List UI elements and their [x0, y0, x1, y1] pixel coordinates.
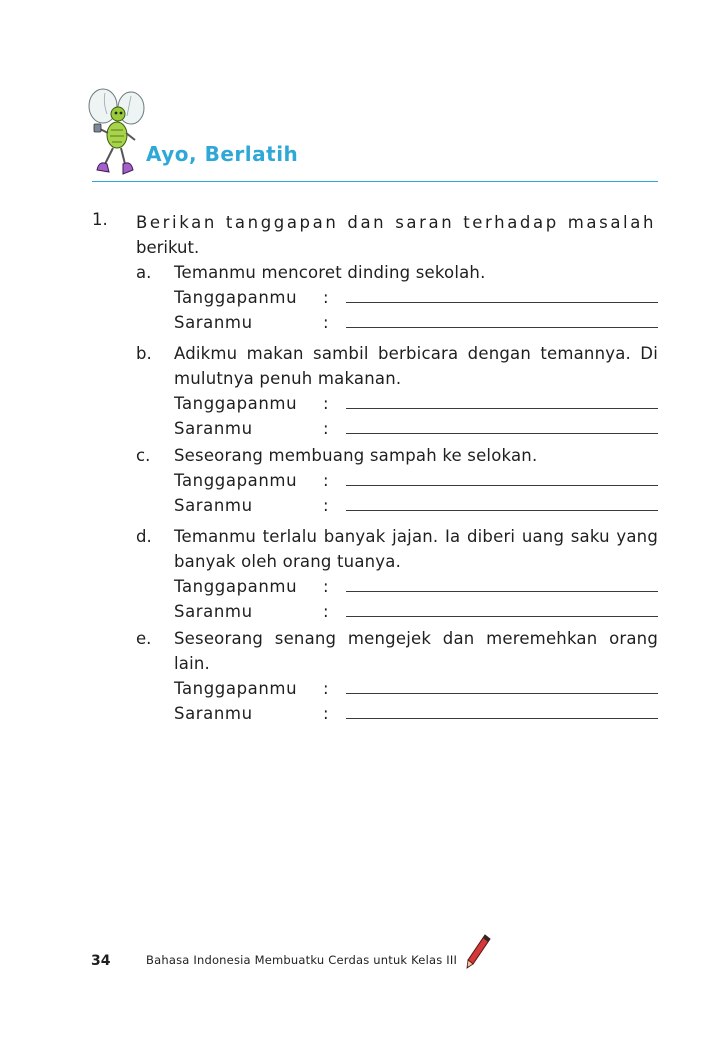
colon: :: [323, 602, 329, 621]
item-text: Temanmu mencoret dinding sekolah.: [174, 263, 486, 282]
item-text: Seseorang senang mengejek dan meremehkan orang lain.: [174, 629, 658, 673]
question-number: 1.: [92, 210, 108, 229]
colon: :: [323, 577, 329, 596]
suggestion-label: Saranmu: [174, 602, 253, 621]
item-text: Seseorang membuang sampah ke selokan.: [174, 446, 538, 465]
pen-icon: [463, 932, 493, 972]
suggestion-answer-line[interactable]: [346, 718, 658, 719]
response-row: [174, 676, 658, 701]
response-answer-line[interactable]: [346, 591, 658, 592]
suggestion-label: Saranmu: [174, 419, 253, 438]
colon: :: [323, 394, 329, 413]
book-title: Bahasa Indonesia Membuatku Cerdas untuk Kelas III: [146, 953, 458, 967]
item-letter: c.: [136, 446, 151, 465]
exercise-item-e: [136, 626, 658, 726]
exercise-item-d: [136, 524, 658, 624]
response-answer-line[interactable]: [346, 302, 658, 303]
response-label: Tanggapanmu: [174, 394, 298, 413]
section-title: Ayo, Berlatih: [146, 142, 299, 166]
colon: :: [323, 313, 329, 332]
colon: :: [323, 704, 329, 723]
suggestion-answer-line[interactable]: [346, 433, 658, 434]
suggestion-row: [174, 701, 658, 726]
exercise-item-a: [136, 260, 658, 335]
suggestion-label: Saranmu: [174, 704, 253, 723]
suggestion-answer-line[interactable]: [346, 510, 658, 511]
response-label: Tanggapanmu: [174, 471, 298, 490]
colon: :: [323, 679, 329, 698]
page-number: 34: [91, 953, 111, 969]
colon: :: [323, 496, 329, 515]
suggestion-row: [174, 493, 658, 518]
suggestion-row: [174, 416, 658, 441]
response-row: [174, 468, 658, 493]
item-letter: e.: [136, 629, 152, 648]
suggestion-row: [174, 310, 658, 335]
dragonfly-mascot-icon: [85, 88, 147, 180]
question-intro: [136, 210, 656, 260]
colon: :: [323, 288, 329, 307]
suggestion-label: Saranmu: [174, 313, 253, 332]
response-row: [174, 574, 658, 599]
suggestion-row: [174, 599, 658, 624]
response-answer-line[interactable]: [346, 693, 658, 694]
response-row: [174, 391, 658, 416]
item-letter: b.: [136, 344, 152, 363]
item-text: Adikmu makan sambil berbicara dengan temannya. Di mulutnya penuh makanan.: [174, 344, 658, 388]
colon: :: [323, 471, 329, 490]
question-intro-line-2: berikut.: [136, 238, 200, 257]
item-letter: a.: [136, 263, 152, 282]
exercise-item-b: [136, 341, 658, 441]
suggestion-answer-line[interactable]: [346, 327, 658, 328]
colon: :: [323, 419, 329, 438]
response-answer-line[interactable]: [346, 485, 658, 486]
question-intro-line-1: Berikan tanggapan dan saran terhadap masalah: [136, 213, 656, 232]
response-label: Tanggapanmu: [174, 577, 298, 596]
item-text: Temanmu terlalu banyak jajan. Ia diberi uang saku yang banyak oleh orang tuanya.: [174, 527, 658, 571]
response-row: [174, 285, 658, 310]
response-label: Tanggapanmu: [174, 679, 298, 698]
exercise-item-c: [136, 443, 658, 518]
response-label: Tanggapanmu: [174, 288, 298, 307]
suggestion-answer-line[interactable]: [346, 616, 658, 617]
item-letter: d.: [136, 527, 152, 546]
response-answer-line[interactable]: [346, 408, 658, 409]
suggestion-label: Saranmu: [174, 496, 253, 515]
section-divider: [92, 181, 658, 182]
